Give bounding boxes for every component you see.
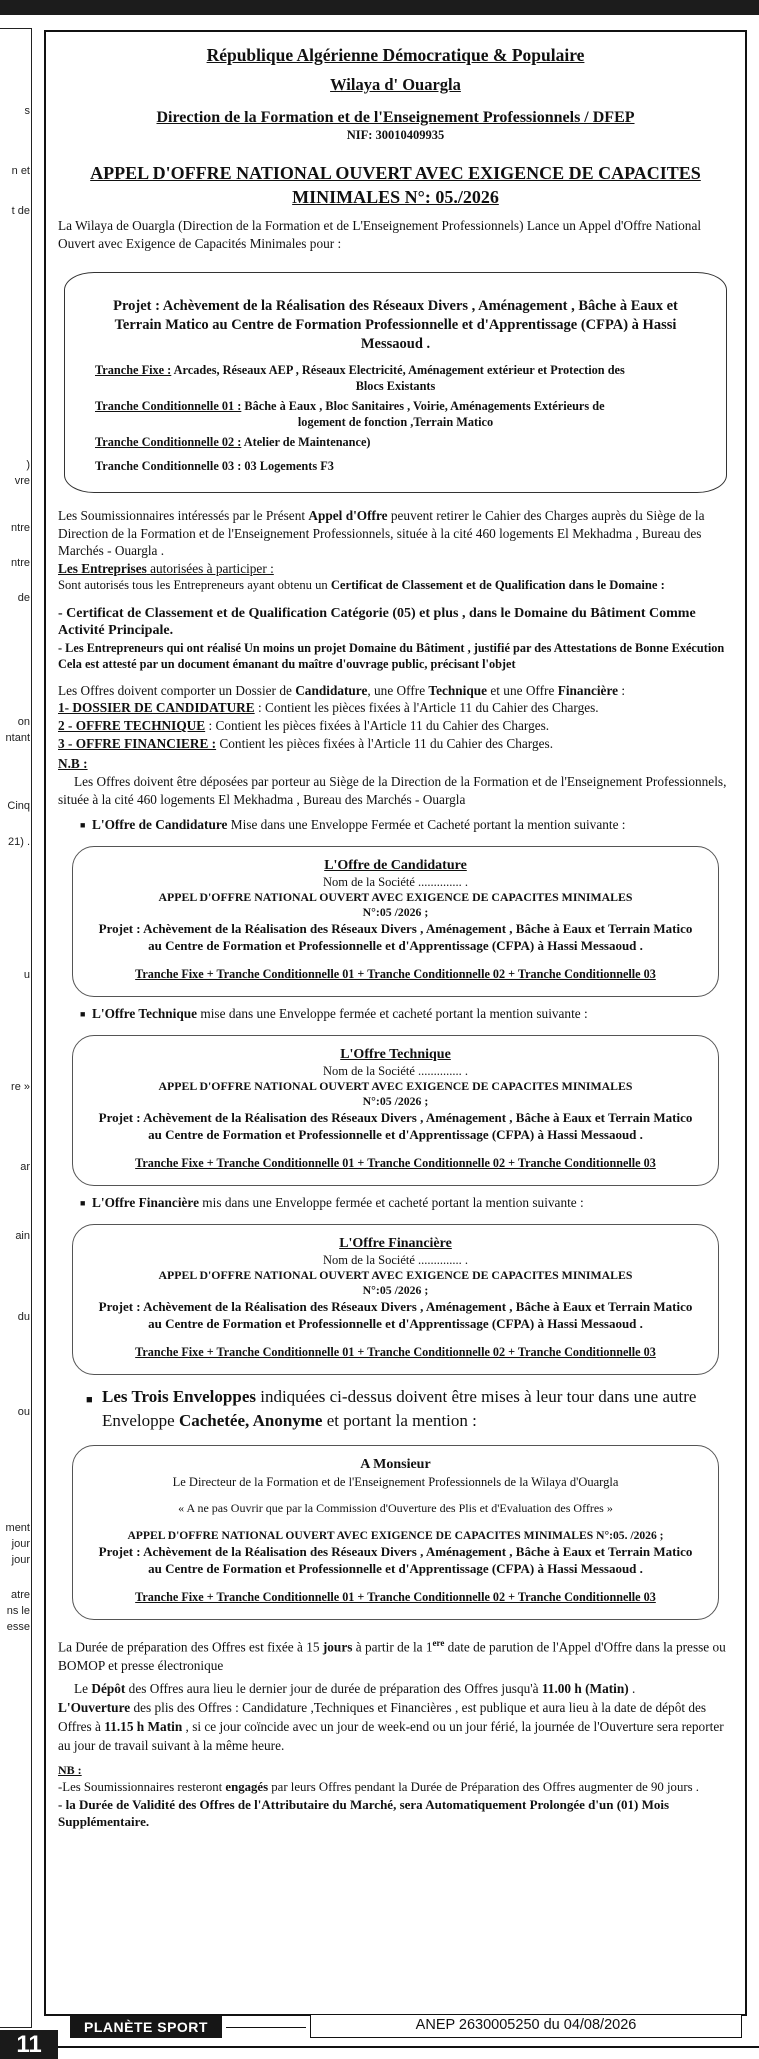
tranche-conditionnelle-03: Tranche Conditionnelle 03 : 03 Logements F3 <box>95 459 334 473</box>
tc01-label: Tranche Conditionnelle 01 : <box>95 399 242 413</box>
tranche-fixe-label: Tranche Fixe : <box>95 363 172 377</box>
section-technique <box>58 717 733 735</box>
closing-section <box>58 1634 733 1830</box>
envelope-societe: Nom de la Société .............. . <box>322 1253 469 1267</box>
validite-paragraph: - la Durée de Validité des Offres de l'Attributaire du Marché, sera Automatiquement Prolongée d'un (01) Mois Supplémentaire. <box>58 1797 670 1830</box>
fragment: s <box>24 105 30 117</box>
offres-intro-g: : <box>618 682 626 698</box>
certificat-requirement: - Certificat de Classement et de Qualification Catégorie (05) et plus , dans le Domaine du Bâtiment Comme Activité Principale. <box>58 605 696 638</box>
offres-section <box>58 682 733 809</box>
section-2-text: : Contient les pièces fixées à l'Article 11 du Cahier des Charges. <box>205 718 550 733</box>
fragment: atre <box>11 1589 30 1601</box>
fragment: ntre <box>11 557 30 569</box>
envelope-candidature <box>72 846 719 997</box>
envelope-ao: APPEL D'OFFRE NATIONAL OUVERT AVEC EXIGENCE DE CAPACITES MINIMALES <box>158 890 633 904</box>
envelope-ao: APPEL D'OFFRE NATIONAL OUVERT AVEC EXIGENCE DE CAPACITES MINIMALES <box>158 1268 633 1282</box>
trois-d: et portant la mention : <box>322 1411 477 1430</box>
fragment: ntant <box>5 732 30 744</box>
adjacent-column-fragments <box>0 28 32 2028</box>
bullet-financiere-bold-2: Financière <box>138 1195 199 1210</box>
envelope-project: Projet : Achèvement de la Réalisation des Réseaux Divers , Aménagement , Bâche à Eaux et Terrain Matico au Centre de Formation et Professionnelle et d'Apprentissage (CFPA) à Hassi Messaoud . <box>98 1544 693 1576</box>
fragment: jour <box>11 1538 30 1550</box>
tc01-text: Bâche à Eaux , Bloc Sanitaires , Voirie, Aménagements Extérieurs de <box>241 399 605 413</box>
ouverture-paragraph <box>58 1698 733 1755</box>
ouverture-b: des plis des Offres : Candidature ,Techniques et Financières , est publique et aura lieu à la date de dépôt des Offres à <box>58 1700 707 1735</box>
offres-intro-b: Candidature <box>295 682 368 698</box>
direction-heading: Direction de la Formation et de l'Enseignement Professionnels / DFEP <box>156 109 635 126</box>
fragment: esse <box>6 1621 30 1633</box>
fragment: ment <box>5 1522 30 1534</box>
bullet-candidature-rest: Mise dans une Enveloppe Fermée et Cacheté portant la mention suivante : <box>227 817 626 832</box>
fragment: de <box>17 592 30 604</box>
nb-text: Les Offres doivent être déposées par porteur au Siège de la Direction de la Formation et de l'Enseignement Professionnels, située à la cité 460 logements El Mekhadma , Bureau des Marchés - Ouargla <box>58 774 727 807</box>
offres-intro-d: Technique <box>428 682 488 698</box>
envelope-project: Projet : Achèvement de la Réalisation des Réseaux Divers , Aménagement , Bâche à Eaux et Terrain Matico au Centre de Formation et Professionnelle et d'Apprentissage (CFPA) à Hassi Messaoud . <box>98 1110 693 1142</box>
fragment: ou <box>17 1406 30 1418</box>
nb-label: N.B : <box>58 756 88 771</box>
envelope-number: N°:05 /2026 ; <box>362 1094 429 1108</box>
envelope-project: Projet : Achèvement de la Réalisation des Réseaux Divers , Aménagement , Bâche à Eaux et Terrain Matico au Centre de Formation et Professionnelle et d'Apprentissage (CFPA) à Hassi Messaoud . <box>98 1299 693 1331</box>
envelope-project: Projet : Achèvement de la Réalisation des Réseaux Divers , Aménagement , Bâche à Eaux et Terrain Matico au Centre de Formation et Professionnelle et d'Apprentissage (CFPA) à Hassi Messaoud . <box>98 921 693 953</box>
depot-b: Dépôt <box>91 1681 126 1697</box>
offres-intro-c: , une Offre <box>367 682 429 698</box>
envelope-addressee: A Monsieur <box>360 1457 431 1472</box>
nb1-c: par leurs Offres pendant la Durée de Préparation des Offres augmenter de 90 jours . <box>268 1780 699 1795</box>
envelope-monsieur <box>72 1445 719 1620</box>
autorises-bold: Certificat de Classement et de Qualification dans le Domaine : <box>330 578 665 592</box>
fragment: u <box>23 969 30 981</box>
offres-intro-f: Financière <box>557 682 619 698</box>
envelope-tranches: Tranche Fixe + Tranche Conditionnelle 01 + Tranche Conditionnelle 02 + Tranche Conditionnelle 03 <box>135 967 656 981</box>
depot-d: 11.00 h (Matin) <box>541 1681 629 1697</box>
fragment: Cinq <box>7 800 30 812</box>
duree-a: La Durée de préparation des Offres est fixée à 15 <box>58 1639 323 1655</box>
autorises-text: Sont autorisés tous les Entrepreneurs ayant obtenu un <box>58 578 331 592</box>
nif-number: NIF: 30010409935 <box>346 128 445 142</box>
envelope-societe: Nom de la Société .............. . <box>322 1064 469 1078</box>
republic-heading: République Algérienne Démocratique & Populaire <box>206 45 585 65</box>
fragment: re » <box>11 1081 30 1093</box>
nb1-b: engagés <box>225 1780 269 1795</box>
fragment: ar <box>20 1161 30 1173</box>
fragment: n et <box>11 165 30 177</box>
offres-intro-a: Les Offres doivent comporter un Dossier de <box>58 682 296 698</box>
duree-d: date de parution de l'Appel d'Offre dans la presse ou BOMOP et presse électronique <box>58 1639 726 1674</box>
section-1-label: 1- DOSSIER DE CANDIDATURE <box>58 700 255 715</box>
duree-c: à partir de la 1 <box>352 1639 433 1655</box>
envelope-technique <box>72 1035 719 1186</box>
envelope-tranches: Tranche Fixe + Tranche Conditionnelle 01 + Tranche Conditionnelle 02 + Tranche Conditionnelle 03 <box>135 1156 656 1170</box>
page-footer <box>70 2008 745 2038</box>
ouverture-d: , si ce jour coïncide avec un jour de week-end ou un jour férié, la journée de l'Ouverture sera reporter au jour de travail suivant à la même heure. <box>58 1719 724 1754</box>
wilaya-heading: Wilaya d' Ouargla <box>330 75 461 94</box>
bottom-rule <box>58 2046 759 2048</box>
realise-requirement: - Les Entrepreneurs qui ont réalisé Un moins un projet Domaine du Bâtiment , justifié par des Attestations de Bonne Exécution Cela est attesté par un document émanant du maître d'ouvrage public, précisant l'objet <box>58 640 725 671</box>
envelope-ao: APPEL D'OFFRE NATIONAL OUVERT AVEC EXIGENCE DE CAPACITES MINIMALES N°:05. /2026 ; <box>127 1529 664 1542</box>
trois-a: Les Trois Enveloppes <box>102 1387 256 1406</box>
title-line-1: APPEL D'OFFRE NATIONAL OUVERT AVEC EXIGENCE DE CAPACITES <box>90 163 701 183</box>
envelope-title: L'Offre Financière <box>339 1236 452 1251</box>
autorises-paragraph <box>58 577 733 595</box>
entreprises-rest: autorisées à participer : <box>146 560 274 576</box>
bullet-technique-bold-2: Technique <box>138 1006 198 1021</box>
tc02-text: Atelier de Maintenance) <box>241 435 371 449</box>
fragment: ) <box>26 459 30 471</box>
project-scroll-box <box>64 272 727 493</box>
tranche-conditionnelle-01 <box>95 398 696 430</box>
envelope-number: N°:05 /2026 ; <box>362 1283 429 1297</box>
footer-rule <box>226 2027 306 2028</box>
bullet-candidature-bold: L'Offre de Candidature <box>92 817 228 832</box>
tranche-fixe-text: Arcades, Réseaux AEP , Réseaux Electricité, Aménagement extérieur et Protection des <box>171 363 625 377</box>
envelope-title: L'Offre de Candidature <box>324 858 467 873</box>
section-2-label: 2 - OFFRE TECHNIQUE <box>58 718 206 733</box>
retrait-paragraph <box>58 507 733 560</box>
tranche-conditionnelle-02 <box>95 434 696 450</box>
tranche-fixe <box>95 362 696 394</box>
page-number: 11 <box>0 2030 58 2059</box>
depot-e: . <box>628 1681 636 1697</box>
fragment: du <box>17 1311 30 1323</box>
offres-intro <box>58 682 733 700</box>
section-3-text: Contient les pièces fixées à l'Article 11 du Cahier des Charges. <box>216 736 554 751</box>
tender-notice <box>44 30 747 2016</box>
section-3-label: 3 - OFFRE FINANCIERE : <box>58 736 217 751</box>
intro-paragraph: La Wilaya de Ouargla (Direction de la Formation et de L'Enseignement Professionnels) Lance un Appel d'Offre National Ouvert avec Exigence de Capacités Minimales pour : <box>58 218 702 251</box>
envelope-title: L'Offre Technique <box>340 1047 451 1062</box>
fragment: vre <box>14 475 30 487</box>
notice-header <box>58 44 733 143</box>
engagement-paragraph <box>58 1779 733 1796</box>
tranche-fixe-cont: Blocs Existants <box>355 379 436 393</box>
envelope-director: Le Directeur de la Formation et de l'Enseignement Professionnels de la Wilaya d'Ouargla <box>172 1475 619 1489</box>
closing-nb-label: NB : <box>58 1763 82 1778</box>
envelope-warning: « A ne pas Ouvrir que par la Commission d'Ouverture des Plis et d'Evaluation des Offres » <box>178 1501 613 1515</box>
retrait-text: Les Soumissionnaires intéressés par le Présent <box>58 508 309 523</box>
offres-intro-e: et une Offre <box>487 682 558 698</box>
notice-title <box>58 161 733 209</box>
duree-b: jours <box>322 1639 353 1655</box>
envelope-number: N°:05 /2026 ; <box>362 905 429 919</box>
duree-paragraph <box>58 1634 733 1675</box>
title-line-2: MINIMALES N°: 05./2026 <box>292 187 499 207</box>
duree-sup: ere <box>432 1638 445 1648</box>
envelope-tranches: Tranche Fixe + Tranche Conditionnelle 01 + Tranche Conditionnelle 02 + Tranche Conditionnelle 03 <box>135 1345 656 1359</box>
fragment: ntre <box>11 522 30 534</box>
ouverture-a: L'Ouverture <box>58 1700 131 1716</box>
bullet-financiere-bold-1: L'Offre <box>92 1195 139 1210</box>
retrait-bold: Appel d'Offre <box>308 508 388 523</box>
project-description: Projet : Achèvement de la Réalisation des Réseaux Divers , Aménagement , Bâche à Eaux et Terrain Matico au Centre de Formation Professionnelle et d'Apprentissage (CFPA) à Hassi Messaoud . <box>113 298 678 352</box>
envelope-tranches: Tranche Fixe + Tranche Conditionnelle 01 + Tranche Conditionnelle 02 + Tranche Conditionnelle 03 <box>135 1590 656 1604</box>
retrait-rest: peuvent retirer le Cahier des Charges auprès du Siège de la Direction de la Formation et de l'Enseignement Professionnels, située à la cité 460 logements El Mekhadma , Bureau des Marchés - Ouargla . <box>58 508 705 558</box>
entreprises-label: Les Entreprises <box>58 560 147 576</box>
depot-c: des Offres aura lieu le dernier jour de durée de préparation des Offres jusqu'à <box>125 1681 542 1697</box>
fragment: jour <box>11 1554 30 1566</box>
envelope-financiere <box>72 1224 719 1375</box>
top-bar <box>0 0 759 15</box>
fragment: ns le <box>6 1605 30 1617</box>
depot-a: Le <box>74 1681 92 1697</box>
fragment: 21) . <box>7 836 30 848</box>
bullet-trois-enveloppes <box>58 1385 733 1433</box>
nb1-a: -Les Soumissionnaires resteront <box>58 1780 226 1795</box>
section-financiere <box>58 735 733 753</box>
envelope-societe: Nom de la Société .............. . <box>322 875 469 889</box>
bullet-technique-bold-1: L'Offre <box>92 1006 139 1021</box>
anep-reference: ANEP 2630005250 du 04/08/2026 <box>310 2014 742 2038</box>
fragment: t de <box>11 205 30 217</box>
bullet-candidature <box>58 816 733 834</box>
tc02-label: Tranche Conditionnelle 02 : <box>95 435 242 449</box>
fragment: on <box>17 716 30 728</box>
envelope-ao: APPEL D'OFFRE NATIONAL OUVERT AVEC EXIGENCE DE CAPACITES MINIMALES <box>158 1079 633 1093</box>
trois-b: indiquées ci-dessus doivent être mises à leur tour dans une autre Enveloppe <box>102 1387 697 1430</box>
bullet-technique <box>58 1005 733 1023</box>
section-candidature <box>58 699 733 717</box>
tc01-cont: logement de fonction ,Terrain Matico <box>297 415 494 429</box>
section-1-text: : Contient les pièces fixées à l'Article 11 du Cahier des Charges. <box>254 700 599 715</box>
bullet-technique-rest: mise dans une Enveloppe fermée et cacheté portant la mention suivante : <box>197 1006 588 1021</box>
ouverture-c: 11.15 h Matin <box>104 1719 183 1735</box>
trois-c: Cachetée, Anonyme <box>178 1411 323 1430</box>
retrait-section <box>58 507 733 672</box>
section-label: PLANÈTE SPORT <box>70 2016 222 2038</box>
bullet-financiere-rest: mis dans une Enveloppe fermée et cacheté portant la mention suivante : <box>198 1195 584 1210</box>
fragment: ain <box>15 1230 30 1242</box>
bullet-financiere <box>58 1194 733 1212</box>
depot-paragraph <box>58 1679 733 1698</box>
entreprises-heading <box>58 560 733 578</box>
